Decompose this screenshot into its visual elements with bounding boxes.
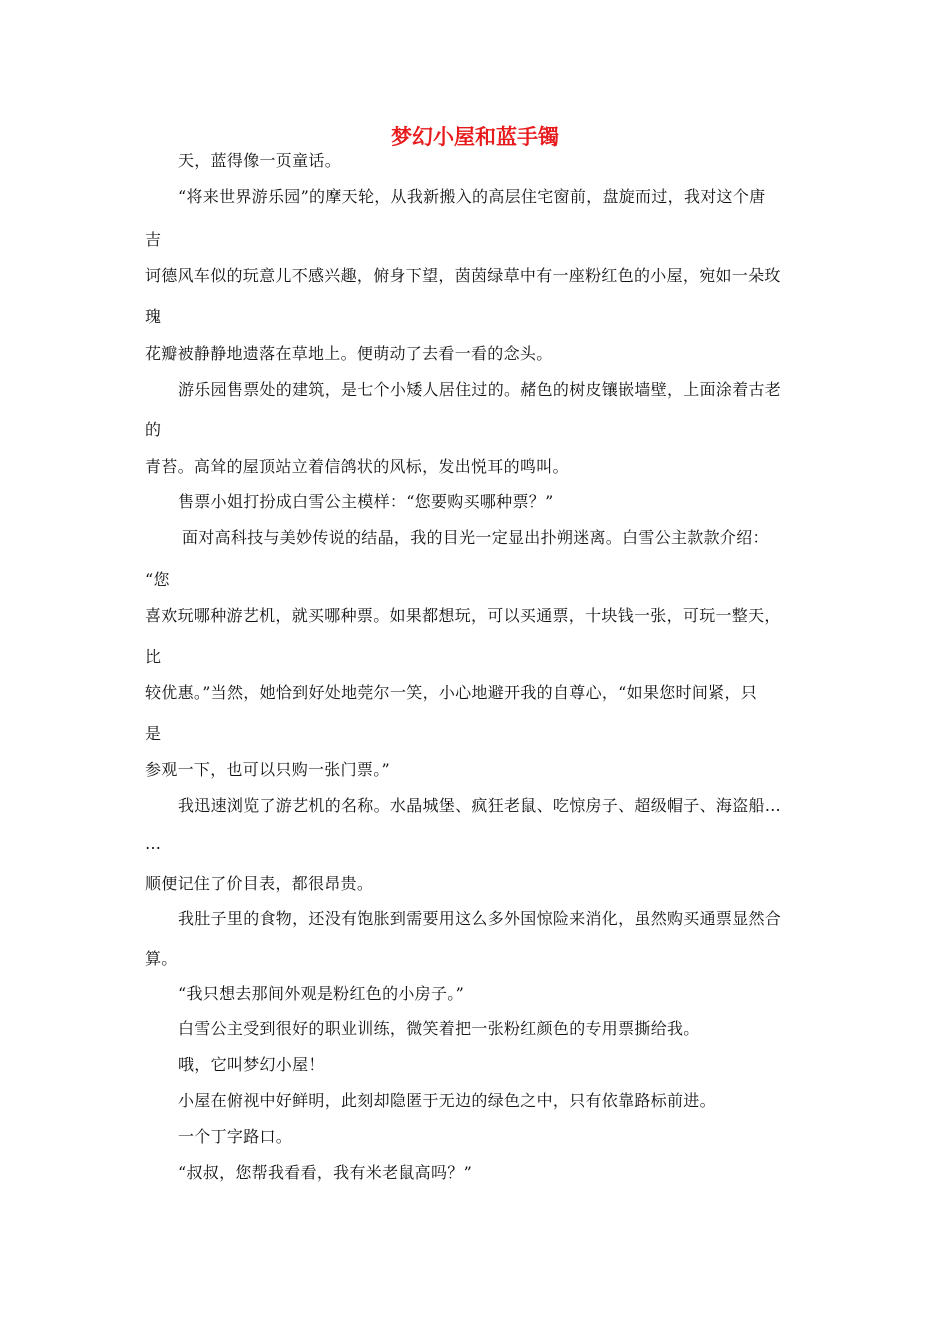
paragraph-line: 白雪公主受到很好的职业训练，微笑着把一张粉红颜色的专用票撕给我。 — [178, 1019, 700, 1038]
paragraph-line: 天，蓝得像一页童话。 — [178, 151, 342, 170]
paragraph-line: 青苔。高耸的屋顶站立着信鸽状的风标，发出悦耳的鸣叫。 — [145, 457, 569, 476]
paragraph-line: 是 — [145, 724, 162, 743]
paragraph-line: 瑰 — [145, 307, 162, 326]
paragraph-line: 面对高科技与美妙传说的结晶，我的目光一定显出扑朔迷离。白雪公主款款介绍： — [182, 528, 769, 547]
paragraph-line: 比 — [145, 647, 162, 666]
paragraph-line: 参观一下，也可以只购一张门票。” — [145, 760, 390, 779]
paragraph-line: 的 — [145, 420, 162, 439]
paragraph-line: 哦，它叫梦幻小屋！ — [178, 1055, 325, 1074]
paragraph-line: 一个丁字路口。 — [178, 1127, 293, 1146]
paragraph-line: … — [145, 834, 162, 853]
paragraph-line: “将来世界游乐园”的摩天轮，从我新搬入的高层住宅窗前，盘旋而过，我对这个唐 — [178, 187, 766, 206]
paragraph-line: 售票小姐打扮成白雪公主模样：“您要购买哪种票？” — [178, 492, 554, 511]
paragraph-line: 我肚子里的食物，还没有饱胀到需要用这么多外国惊险来消化，虽然购买通票显然合 — [178, 909, 782, 928]
paragraph-line: 算。 — [145, 949, 178, 968]
paragraph-line: 吉 — [145, 230, 162, 249]
paragraph-line: “您 — [145, 570, 170, 589]
paragraph-line: 花瓣被静静地遗落在草地上。便萌动了去看一看的念头。 — [145, 344, 553, 363]
paragraph-line: “叔叔，您帮我看看，我有米老鼠高吗？” — [178, 1163, 473, 1182]
paragraph-line: 喜欢玩哪种游艺机，就买哪种票。如果都想玩，可以买通票，十块钱一张，可玩一整天， — [145, 606, 781, 625]
paragraph-line: 游乐园售票处的建筑，是七个小矮人居住过的。赭色的树皮镶嵌墙壁，上面涂着古老 — [178, 380, 782, 399]
paragraph-line: 诃德风车似的玩意儿不感兴趣，俯身下望，茵茵绿草中有一座粉红色的小屋，宛如一朵玫 — [145, 266, 781, 285]
paragraph-line: 我迅速浏览了游艺机的名称。水晶城堡、疯狂老鼠、吃惊房子、超级帽子、海盗船… — [178, 796, 782, 815]
paragraph-line: “我只想去那间外观是粉红色的小房子。” — [178, 984, 465, 1003]
document-title: 梦幻小屋和蓝手镯 — [391, 125, 559, 149]
paragraph-line: 小屋在俯视中好鲜明，此刻却隐匿于无边的绿色之中，只有依靠路标前进。 — [178, 1091, 716, 1110]
paragraph-line: 较优惠。”当然，她恰到好处地莞尔一笑，小心地避开我的自尊心，“如果您时间紧，只 — [145, 683, 758, 702]
paragraph-line: 顺便记住了价目表，都很昂贵。 — [145, 874, 374, 893]
